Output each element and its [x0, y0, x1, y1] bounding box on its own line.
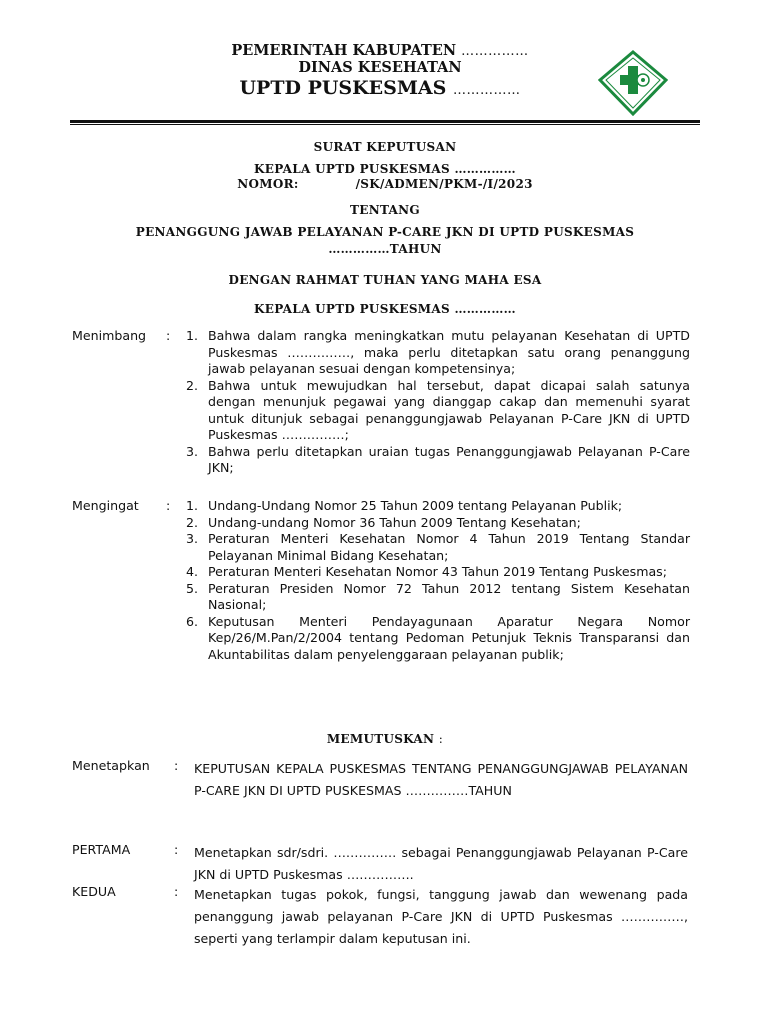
header-divider-thick: [70, 120, 700, 123]
blessing-line: DENGAN RAHMAT TUHAN YANG MAHA ESA: [228, 273, 542, 287]
decision-text: Menetapkan sdr/sdri. …………… sebagai Penanggungjawab Pelayanan P-Care JKN di UPTD Puskesmas …………….: [194, 845, 688, 882]
number-label: NOMOR:: [237, 177, 299, 191]
decides-heading: [70, 732, 700, 746]
list-item: 5. Peraturan Presiden Nomor 72 Tahun 2012 tentang Sistem Kesehatan Nasional;: [186, 580, 690, 612]
list-item: 2. Bahwa untuk mewujudkan hal tersebut, dapat dicapai salah satunya dengan menunjuk pegawai yang dianggap cakap dan memenuhi syarat untuk ditunjuk sebagai penanggungjawab Pelayanan P-Care JKN di UPTD Puskesmas ……………;: [186, 377, 690, 442]
decision-colon: :: [174, 884, 179, 899]
header-agency-line: DINAS KESEHATAN: [298, 59, 462, 76]
decision-colon: :: [174, 842, 179, 857]
subject-line-1: PENANGGUNG JAWAB PELAYANAN P-CARE JKN DI UPTD PUSKESMAS: [135, 225, 635, 239]
recalling-list: [186, 498, 690, 663]
decision-colon: :: [174, 758, 179, 773]
header-unit-dots: ……………: [453, 83, 521, 98]
recalling-colon: :: [166, 498, 171, 513]
header-government-line: [160, 42, 600, 59]
considering-list: [186, 328, 690, 477]
header-government-dots: ……………: [461, 44, 529, 59]
puskesmas-logo-icon: [598, 50, 668, 116]
header-unit-text: UPTD PUSKESMAS: [239, 77, 447, 99]
list-item: 1. Bahwa dalam rangka meningkatkan mutu pelayanan Kesehatan di UPTD Puskesmas ……………, maka perlu ditetapkan satu orang penanggung jawab pelayanan sesuai dengan kompetensinya;: [186, 328, 690, 376]
list-item: 1. Undang-Undang Nomor 25 Tahun 2009 tentang Pelayanan Publik;: [186, 498, 623, 513]
decides-colon: :: [438, 732, 444, 746]
header-unit-line: [160, 77, 600, 99]
subject-line-2: ……………TAHUN: [328, 242, 442, 256]
decision-label: Menetapkan: [72, 758, 150, 773]
list-item: 2. Undang-undang Nomor 36 Tahun 2009 Tentang Kesehatan;: [186, 514, 581, 530]
header-government-text: PEMERINTAH KABUPATEN: [231, 42, 457, 59]
recalling-label: Mengingat: [72, 498, 139, 513]
list-item: 3. Peraturan Menteri Kesehatan Nomor 4 Tahun 2019 Tentang Standar Pelayanan Minimal Bidang Kesehatan;: [186, 531, 690, 563]
decision-text: Menetapkan tugas pokok, fungsi, tanggung jawab dan wewenang pada penanggung jawab pelayanan P-Care JKN di UPTD Puskesmas ……………, seperti yang terlampir dalam keputusan ini.: [194, 887, 688, 946]
issuer-line-2: KEPALA UPTD PUSKESMAS ……………: [254, 302, 516, 316]
number-value: /SK/ADMEN/PKM-/I/2023: [355, 177, 533, 191]
list-item: 6. Keputusan Menteri Pendayagunaan Aparatur Negara Nomor Kep/26/M.Pan/2/2004 tentang Pedoman Petunjuk Teknis Transparansi dan Akuntabilitas dalam penyelenggaraan pelayanan publik;: [186, 613, 690, 662]
list-item: 3. Bahwa perlu ditetapkan uraian tugas Penanggungjawab Pelayanan P-Care JKN;: [186, 443, 690, 475]
decides-label: MEMUTUSKAN: [326, 732, 435, 746]
considering-colon: :: [166, 328, 171, 343]
header-divider-thin: [70, 124, 700, 125]
about-label: TENTANG: [350, 203, 420, 217]
number-line: [70, 177, 700, 191]
decision-label: KEDUA: [72, 884, 116, 899]
document-title: SURAT KEPUTUSAN: [313, 140, 457, 154]
considering-label: Menimbang: [72, 328, 147, 343]
issuer-line: KEPALA UPTD PUSKESMAS ……………: [254, 162, 516, 176]
list-item: 4. Peraturan Menteri Kesehatan Nomor 43 Tahun 2019 Tentang Puskesmas;: [186, 564, 667, 579]
decision-label: PERTAMA: [72, 842, 131, 857]
decision-text: KEPUTUSAN KEPALA PUSKESMAS TENTANG PENANGGUNGJAWAB PELAYANAN P-CARE JKN DI UPTD PUSKESMAS ……………TAHUN: [194, 761, 688, 798]
